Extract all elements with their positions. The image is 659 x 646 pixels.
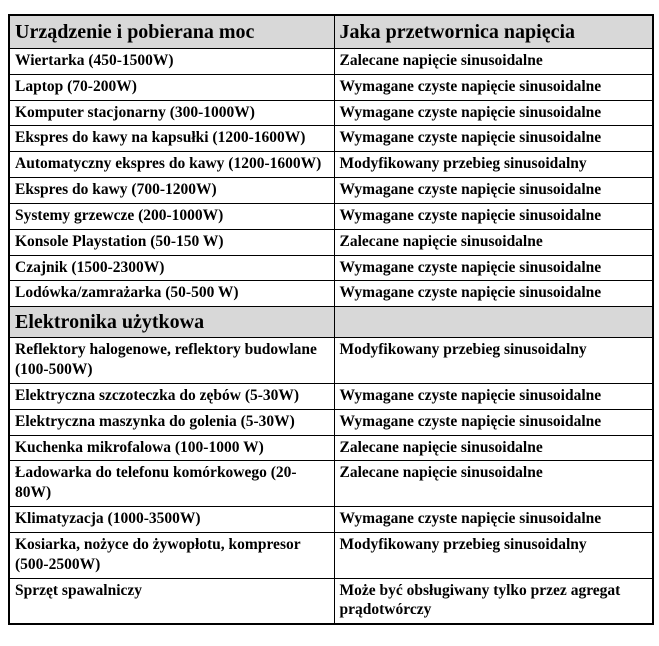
device-cell: Konsole Playstation (50-150 W) <box>9 229 334 255</box>
device-cell: Klimatyzacja (1000-3500W) <box>9 507 334 533</box>
section-empty-cell <box>334 307 653 338</box>
device-cell: Automatyczny ekspres do kawy (1200-1600W) <box>9 152 334 178</box>
section-row <box>9 307 653 338</box>
table-row <box>9 203 653 229</box>
table-row <box>9 435 653 461</box>
table-row <box>9 461 653 507</box>
header-row <box>9 15 653 49</box>
table-row <box>9 578 653 624</box>
table-row <box>9 229 653 255</box>
device-cell: Wiertarka (450-1500W) <box>9 49 334 75</box>
table-row <box>9 255 653 281</box>
power-converter-table <box>8 14 654 625</box>
converter-cell: Wymagane czyste napięcie sinusoidalne <box>334 203 653 229</box>
converter-cell: Wymagane czyste napięcie sinusoidalne <box>334 100 653 126</box>
table-row <box>9 338 653 384</box>
converter-cell: Zalecane napięcie sinusoidalne <box>334 461 653 507</box>
table-row <box>9 532 653 578</box>
device-cell: Ekspres do kawy (700-1200W) <box>9 178 334 204</box>
device-cell: Reflektory halogenowe, reflektory budowlane (100-500W) <box>9 338 334 384</box>
converter-cell: Wymagane czyste napięcie sinusoidalne <box>334 255 653 281</box>
converter-cell: Zalecane napięcie sinusoidalne <box>334 49 653 75</box>
table-row <box>9 409 653 435</box>
table-row <box>9 383 653 409</box>
table-row <box>9 281 653 307</box>
table-row <box>9 126 653 152</box>
converter-cell: Wymagane czyste napięcie sinusoidalne <box>334 178 653 204</box>
converter-cell: Zalecane napięcie sinusoidalne <box>334 229 653 255</box>
table-row <box>9 178 653 204</box>
table-row <box>9 507 653 533</box>
table-row <box>9 49 653 75</box>
device-cell: Kuchenka mikrofalowa (100-1000 W) <box>9 435 334 461</box>
converter-cell: Modyfikowany przebieg sinusoidalny <box>334 532 653 578</box>
column-header-device: Urządzenie i pobierana moc <box>9 15 334 49</box>
device-cell: Elektryczna szczoteczka do zębów (5-30W) <box>9 383 334 409</box>
converter-cell: Zalecane napięcie sinusoidalne <box>334 435 653 461</box>
converter-cell: Modyfikowany przebieg sinusoidalny <box>334 338 653 384</box>
device-cell: Czajnik (1500-2300W) <box>9 255 334 281</box>
converter-cell: Wymagane czyste napięcie sinusoidalne <box>334 507 653 533</box>
table-row <box>9 100 653 126</box>
device-cell: Systemy grzewcze (200-1000W) <box>9 203 334 229</box>
column-header-converter: Jaka przetwornica napięcia <box>334 15 653 49</box>
device-cell: Lodówka/zamrażarka (50-500 W) <box>9 281 334 307</box>
table-row <box>9 152 653 178</box>
table-body <box>9 49 653 625</box>
device-cell: Elektryczna maszynka do golenia (5-30W) <box>9 409 334 435</box>
converter-cell: Może być obsługiwany tylko przez agregat prądotwórczy <box>334 578 653 624</box>
device-cell: Laptop (70-200W) <box>9 74 334 100</box>
device-cell: Ekspres do kawy na kapsułki (1200-1600W) <box>9 126 334 152</box>
converter-cell: Wymagane czyste napięcie sinusoidalne <box>334 281 653 307</box>
device-cell: Sprzęt spawalniczy <box>9 578 334 624</box>
device-cell: Komputer stacjonarny (300-1000W) <box>9 100 334 126</box>
device-cell: Kosiarka, nożyce do żywopłotu, kompresor (500-2500W) <box>9 532 334 578</box>
converter-cell: Wymagane czyste napięcie sinusoidalne <box>334 74 653 100</box>
device-cell: Ładowarka do telefonu komórkowego (20-80W) <box>9 461 334 507</box>
section-header-cell: Elektronika użytkowa <box>9 307 334 338</box>
converter-cell: Modyfikowany przebieg sinusoidalny <box>334 152 653 178</box>
converter-cell: Wymagane czyste napięcie sinusoidalne <box>334 409 653 435</box>
table-row <box>9 74 653 100</box>
converter-cell: Wymagane czyste napięcie sinusoidalne <box>334 126 653 152</box>
converter-cell: Wymagane czyste napięcie sinusoidalne <box>334 383 653 409</box>
